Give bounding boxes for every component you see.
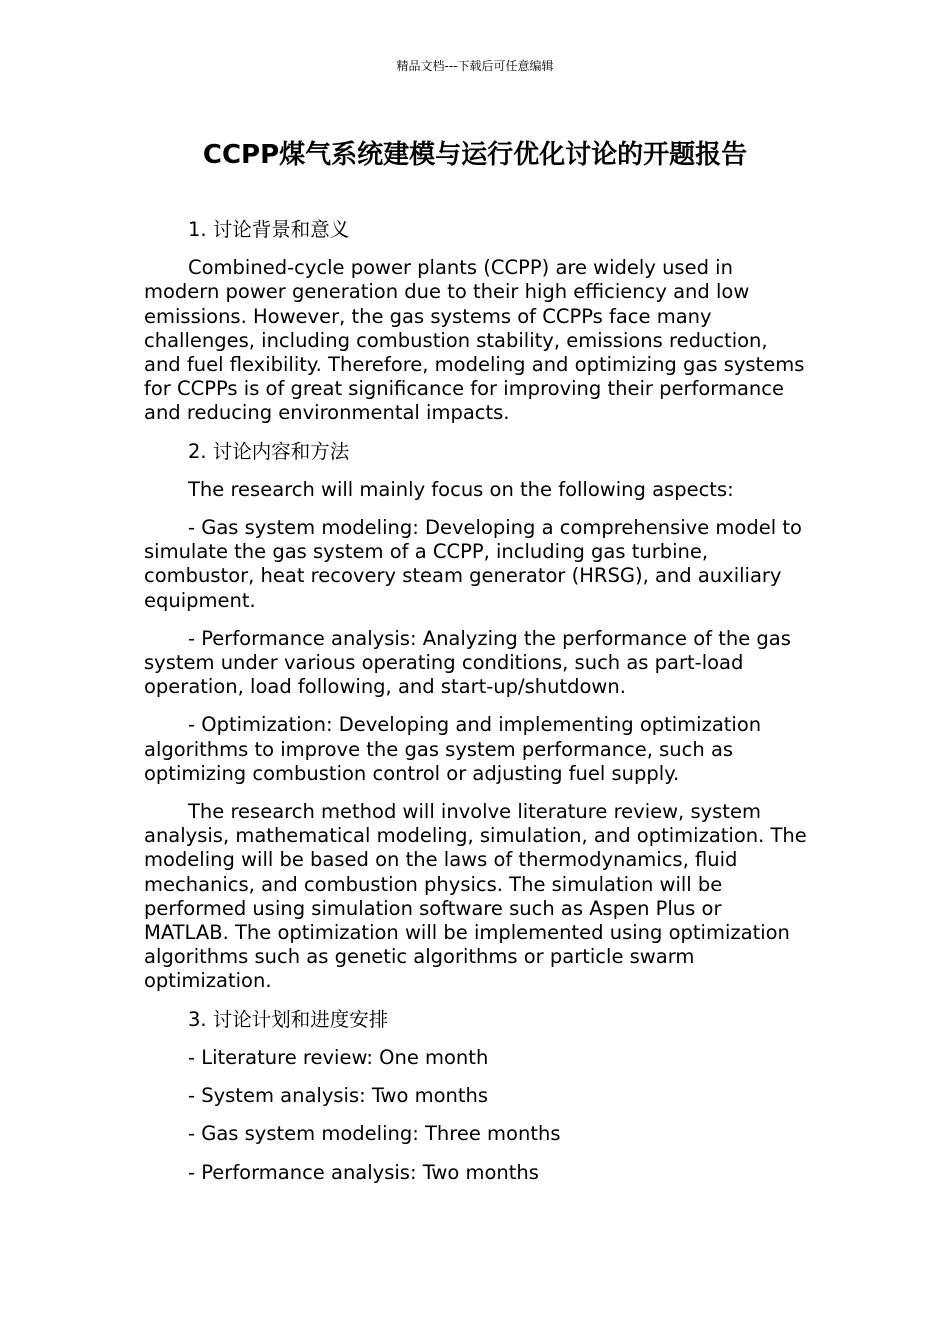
page-header-note: 精品文档---下载后可任意编辑 — [396, 59, 554, 73]
paragraph-background: Combined-cycle power plants (CCPP) are widely used in modern power generation due to their high efficiency and low emissions. However, the gas systems of CCPPs face many challenges, including combustion stability, emissions reduction, and fuel flexibility. Therefore, modeling and optimizing gas systems for CCPPs is of great significance for improving their performance and reducing environmental impacts. — [144, 256, 805, 425]
list-item-gas-system-modeling: - Gas system modeling: Developing a comprehensive model to simulate the gas system of a CCPP, including gas turbine, combustor, heat recovery steam generator (HRSG), and auxiliary equipment. — [144, 516, 802, 612]
list-item-optimization: - Optimization: Developing and implementing optimization algorithms to improve the gas system performance, such as optimizing combustion control or adjusting fuel supply. — [144, 713, 762, 785]
document-title: CCPP煤气系统建模与运行优化讨论的开题报告 — [202, 140, 748, 170]
schedule-item-performance-analysis: - Performance analysis: Two months — [188, 1160, 539, 1184]
section-heading-content-methods: 2. 讨论内容和方法 — [188, 439, 350, 463]
paragraph-research-focus: The research will mainly focus on the following aspects: — [188, 477, 734, 501]
section-heading-schedule: 3. 讨论计划和进度安排 — [188, 1007, 389, 1031]
paragraph-research-method: The research method will involve literature review, system analysis, mathematical modeling, simulation, and optimization. The modeling will be based on the laws of thermodynamics, fluid mechanics, and combustion physics. The simulation will be performed using simulation software such as Aspen Plus or MATLAB. The optimization will be implemented using optimization algorithms such as genetic algorithms or particle swarm optimization. — [144, 800, 807, 993]
schedule-item-literature-review: - Literature review: One month — [188, 1045, 489, 1069]
document-body — [144, 218, 809, 1199]
schedule-item-system-analysis: - System analysis: Two months — [188, 1084, 489, 1108]
list-item-performance-analysis: - Performance analysis: Analyzing the performance of the gas system under various operating conditions, such as part-load operation, load following, and start-up/shutdown. — [144, 626, 791, 699]
section-heading-background: 1. 讨论背景和意义 — [188, 218, 350, 241]
schedule-item-gas-system-modeling: - Gas system modeling: Three months — [188, 1122, 561, 1146]
